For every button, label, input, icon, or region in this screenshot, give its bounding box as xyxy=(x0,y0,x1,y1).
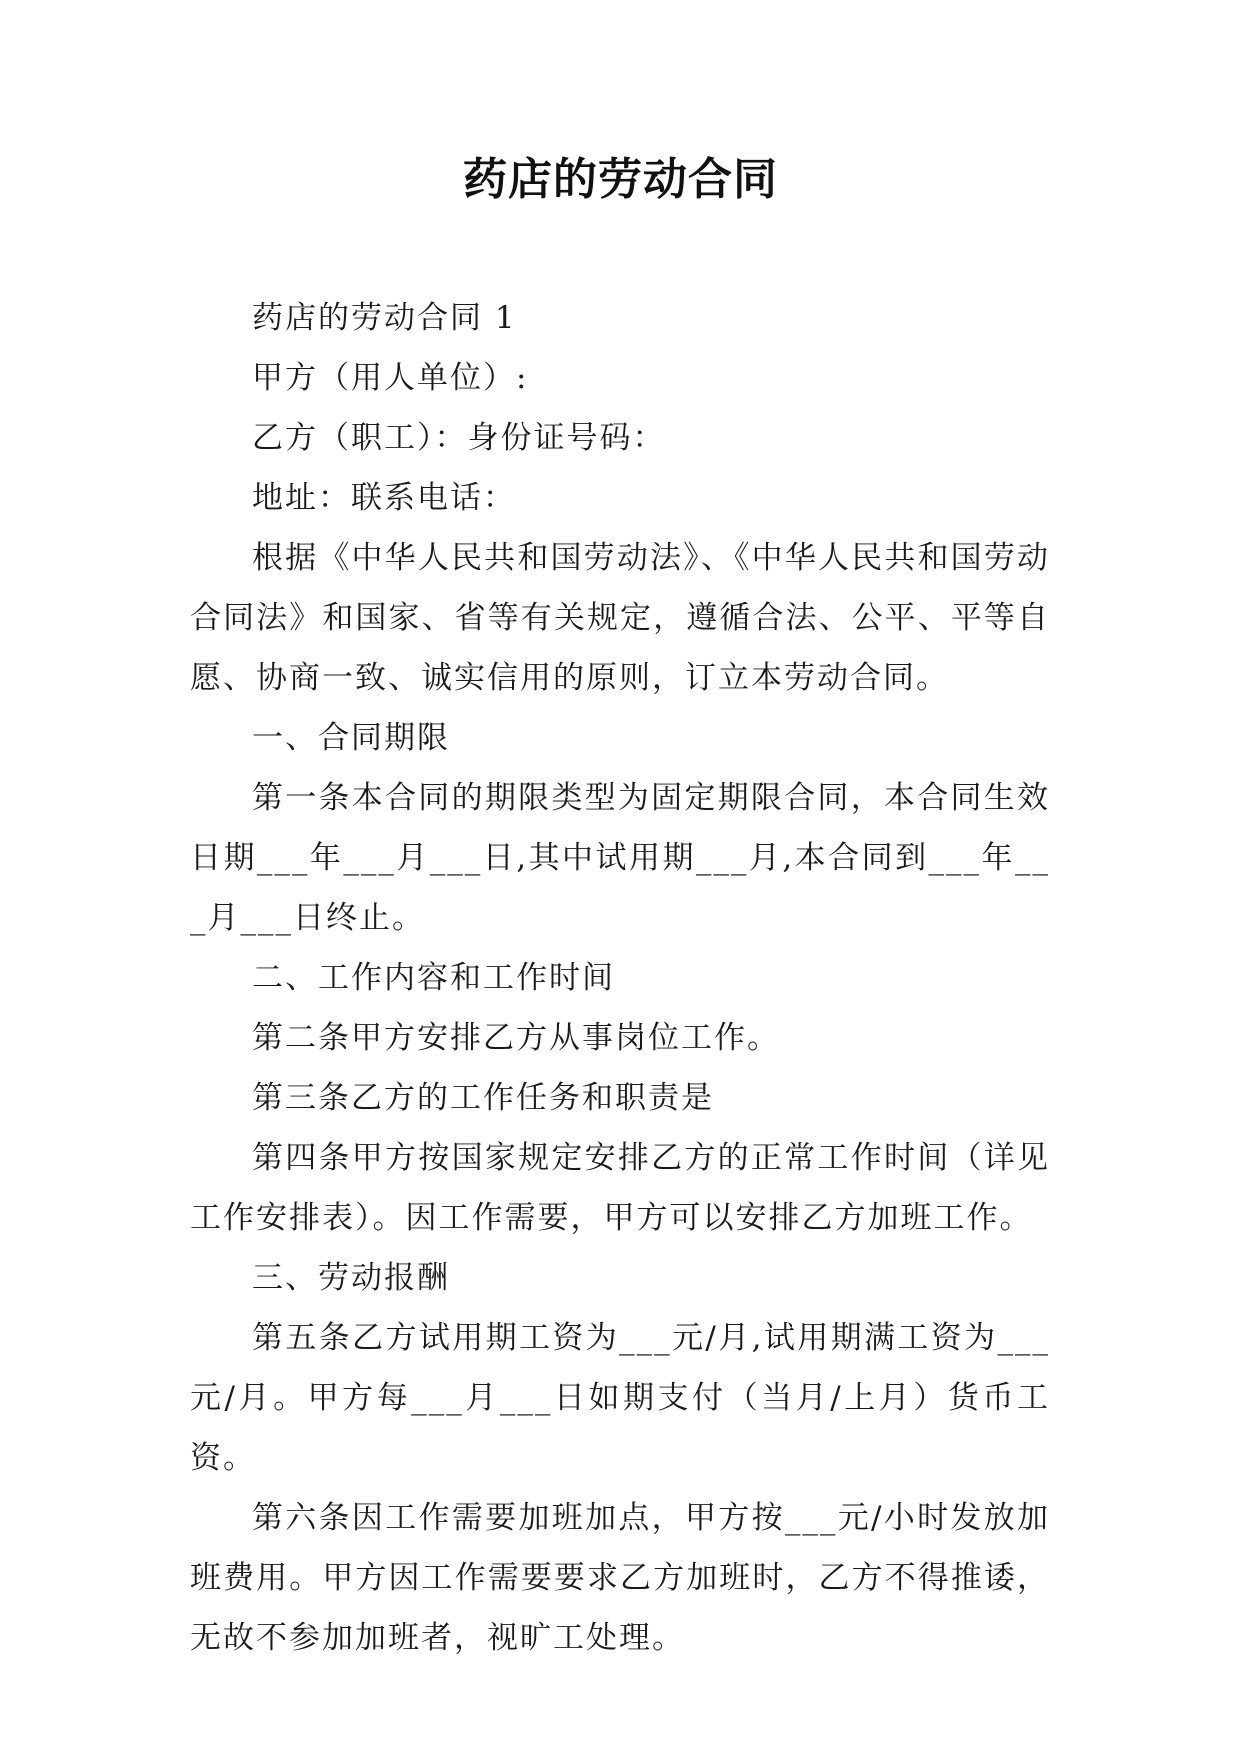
article-2: 第二条甲方安排乙方从事岗位工作。 xyxy=(252,1020,780,1056)
article-5: 第五条乙方试用期工资为___元/月,试用期满工资为___元/月。甲方每___月___日如期支付（当月/上月）货币工资。 xyxy=(190,1320,1050,1476)
contract-subtitle: 药店的劳动合同 1 xyxy=(252,300,517,336)
article-1: 第一条本合同的期限类型为固定期限合同，本合同生效日期___年___月___日,其中试用期___月,本合同到___年___月___日终止。 xyxy=(190,780,1050,936)
party-b-line: 乙方（职工）：身份证号码： xyxy=(252,420,666,456)
document-body xyxy=(190,288,1050,1668)
article-6: 第六条因工作需要加班加点，甲方按___元/小时发放加班费用。甲方因工作需要要求乙方加班时，乙方不得推诿，无故不参加加班者，视旷工处理。 xyxy=(190,1500,1050,1656)
article-4: 第四条甲方按国家规定安排乙方的正常工作时间（详见工作安排表）。因工作需要，甲方可以安排乙方加班工作。 xyxy=(190,1140,1050,1236)
document-title: 药店的劳动合同 xyxy=(463,154,778,205)
address-phone-line: 地址：联系电话： xyxy=(252,480,516,516)
preamble-paragraph: 根据《中华人民共和国劳动法》、《中华人民共和国劳动合同法》和国家、省等有关规定，遵循合法、公平、平等自愿、协商一致、诚实信用的原则，订立本劳动合同。 xyxy=(190,540,1050,696)
section-heading-term: 一、合同期限 xyxy=(252,720,450,756)
section-heading-work: 二、工作内容和工作时间 xyxy=(252,960,615,996)
party-a-line: 甲方（用人单位）: xyxy=(252,360,529,396)
section-heading-pay: 三、劳动报酬 xyxy=(252,1260,450,1296)
article-3: 第三条乙方的工作任务和职责是 xyxy=(252,1080,714,1116)
